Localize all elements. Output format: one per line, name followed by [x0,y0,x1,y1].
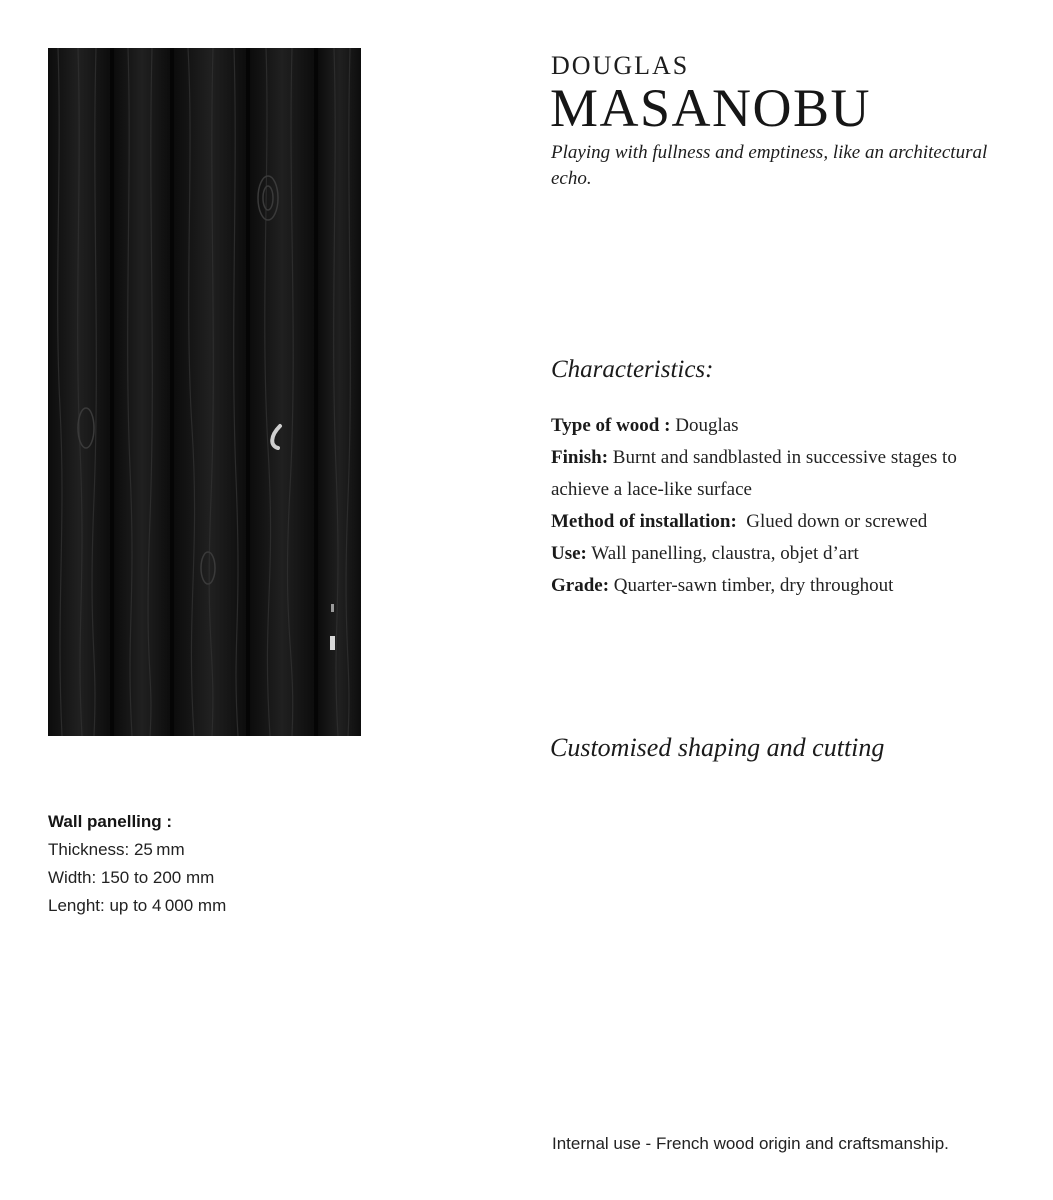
charred-wood-panel-photo [48,48,361,736]
spec-thickness: Thickness: 25 mm [48,840,185,859]
product-title: MASANOBU [550,78,872,138]
customised-heading: Customised shaping and cutting [550,733,885,762]
footer-note: Internal use - French wood origin and craftsmanship. [552,1134,949,1153]
characteristics-list [551,410,1001,602]
characteristic-installation [551,506,1001,538]
spec-width: Width: 150 to 200 mm [48,868,215,887]
wall-panelling-specs [48,808,226,920]
characteristic-value: Burnt and sandblasted in successive stages to achieve a lace-like surface [551,447,957,500]
specs-heading: Wall panelling : [48,812,173,831]
characteristic-label: Method of installation: [551,511,737,532]
product-tagline: Playing with fullness and emptiness, like an architectural echo. [551,142,988,189]
characteristic-grade [551,570,1001,602]
characteristic-label: Use: [551,543,587,564]
characteristic-wood-type [551,410,1001,442]
characteristic-label: Type of wood : [551,415,671,436]
characteristics-heading: Characteristics: [551,356,714,383]
characteristic-label: Finish: [551,447,609,468]
wood-panel-photo [48,48,361,736]
characteristic-value: Glued down or screwed [736,511,928,532]
characteristic-finish [551,442,1001,506]
characteristic-label: Grade: [551,575,610,596]
characteristic-value: Wall panelling, claustra, objet d’art [586,543,859,564]
spec-length: Lenght: up to 4 000 mm [48,896,227,915]
characteristic-use [551,538,1001,570]
brand-name: DOUGLAS [551,51,690,80]
characteristic-value: Douglas [670,415,739,436]
characteristic-value: Quarter-sawn timber, dry throughout [609,575,894,596]
